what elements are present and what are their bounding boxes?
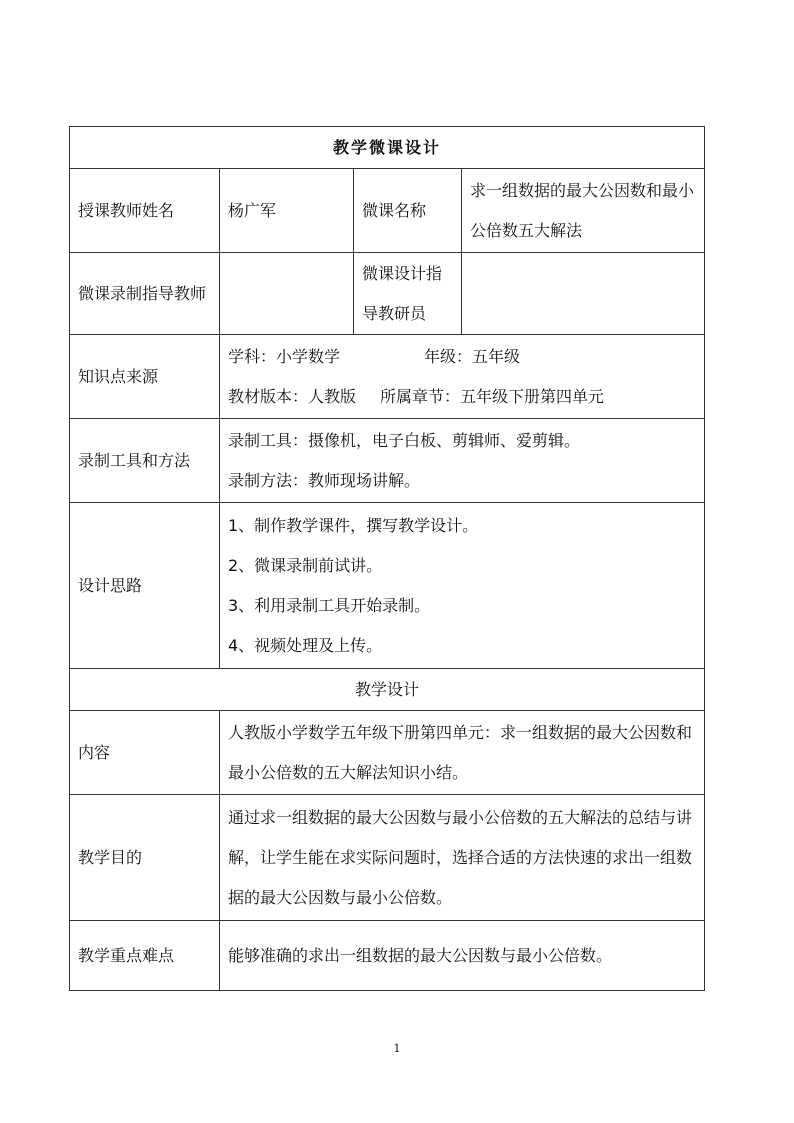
tools-details — [220, 419, 705, 503]
source-grade: 年级：五年级 — [424, 346, 521, 366]
recording-guide-value — [220, 253, 354, 335]
content-text: 人教版小学数学五年级下册第四单元：求一组数据的最大公因数和最小公倍数的五大解法知识小结。 — [220, 711, 705, 795]
tools-line: 录制工具：摄像机，电子白板、剪辑师、爱剪辑。 — [228, 430, 581, 450]
keypoints-label: 教学重点难点 — [70, 921, 220, 991]
ideas-label: 设计思路 — [70, 503, 220, 669]
lesson-design-table — [69, 126, 705, 991]
source-chapter: 所属章节：五年级下册第四单元 — [380, 386, 605, 406]
objective-text: 通过求一组数据的最大公因数与最小公倍数的五大解法的总结与讲解，让学生能在求实际问题时，选择合适的方法快速的求出一组数据的最大公因数与最小公倍数。 — [220, 795, 705, 921]
method-line: 录制方法：教师现场讲解。 — [228, 470, 421, 490]
ideas-step: 4、视频处理及上传。 — [228, 635, 383, 655]
keypoints-text: 能够准确的求出一组数据的最大公因数与最小公倍数。 — [220, 921, 705, 991]
source-subject: 学科：小学数学 — [228, 346, 341, 366]
course-name-label: 微课名称 — [354, 169, 462, 253]
teacher-label: 授课教师姓名 — [70, 169, 220, 253]
ideas-step: 2、微课录制前试讲。 — [228, 555, 383, 575]
content-label: 内容 — [70, 711, 220, 795]
tools-label: 录制工具和方法 — [70, 419, 220, 503]
ideas-step: 1、制作教学课件，撰写教学设计。 — [228, 515, 479, 535]
section-title: 教学设计 — [70, 669, 705, 711]
page-number: 1 — [393, 1042, 401, 1055]
ideas-step: 3、利用录制工具开始录制。 — [228, 595, 431, 615]
document-title: 教学微课设计 — [70, 127, 705, 169]
source-label: 知识点来源 — [70, 335, 220, 419]
course-name: 求一组数据的最大公因数和最小公倍数五大解法 — [462, 169, 705, 253]
objective-label: 教学目的 — [70, 795, 220, 921]
design-guide-value — [462, 253, 705, 335]
source-line-edition — [228, 377, 696, 417]
source-line-subject — [228, 337, 696, 377]
recording-guide-label: 微课录制指导教师 — [70, 253, 220, 335]
source-details — [220, 335, 705, 419]
teacher-name: 杨广军 — [220, 169, 354, 253]
source-edition: 教材版本：人教版 — [228, 386, 357, 406]
ideas-steps — [220, 503, 705, 669]
design-guide-label: 微课设计指导教研员 — [354, 253, 462, 335]
